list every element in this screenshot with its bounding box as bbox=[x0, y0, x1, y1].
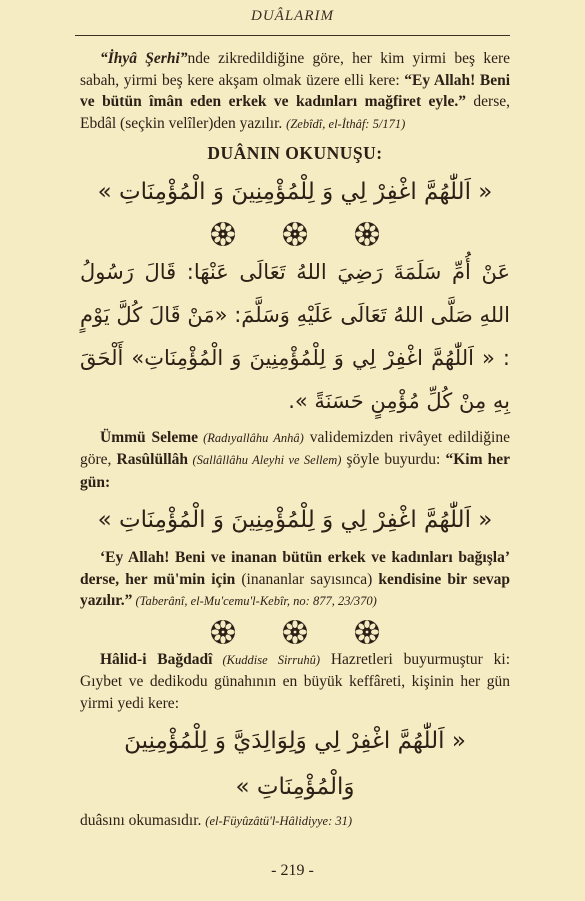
paragraph-closing bbox=[80, 810, 510, 833]
narrator-name: Ümmü Seleme bbox=[100, 428, 198, 446]
citation: (Taberânî, el-Mu'cemu'l-Kebîr, no: 877, 23/370) bbox=[132, 594, 377, 608]
book-title: “İhyâ Şerhi” bbox=[100, 50, 188, 67]
paragraph-ihya bbox=[80, 48, 510, 135]
ornament-row-2 bbox=[80, 619, 510, 645]
arabic-prayer-1: « اَللّٰهُمَّ اغْفِرْ لِي وَ لِلْمُؤْمِنِينَ وَ الْمُؤْمِنَاتِ » bbox=[97, 178, 493, 205]
arabic-prayer-2: « اَللّٰهُمَّ اغْفِرْ لِي وَ لِلْمُؤْمِنِينَ وَ الْمُؤْمِنَاتِ » bbox=[97, 507, 493, 533]
honorific: (Sallâllâhu Aleyhi ve Sellem) bbox=[188, 453, 342, 467]
text-span: (inananlar sayısınca) bbox=[235, 570, 379, 588]
paragraph-translation bbox=[80, 547, 510, 613]
paragraph-halid bbox=[80, 649, 510, 715]
translation-quote: ‘Ey Allah! Beni ve inanan bütün erkek ve kadınları bağışla’ derse, her mü'min için bbox=[80, 549, 510, 588]
person-name: Hâlid-i Bağdadî bbox=[100, 650, 213, 668]
rosette-ornament-icon bbox=[282, 221, 308, 247]
text-span: Hazretleri buyurmuştur ki: Gıybet ve dedikodu günahının en büyük keffâreti, kişinin her gün yirmi yedi kere: bbox=[80, 650, 510, 712]
prophet-name: Rasûlüllâh bbox=[116, 451, 189, 468]
citation: (el-Füyûzâtü'l-Hâlidiyye: 31) bbox=[205, 814, 353, 828]
honorific: (Kuddise Sirruhû) bbox=[212, 652, 321, 667]
citation: (Zebîdî, el-İthâf: 5/171) bbox=[286, 116, 406, 131]
rosette-ornament-icon bbox=[210, 619, 236, 645]
rosette-ornament-icon bbox=[354, 619, 380, 645]
text-span: şöyle buyurdu: bbox=[341, 451, 446, 468]
text-span: derse, Ebdâl (seçkin velîler)den yazılır. bbox=[80, 93, 510, 132]
page-number: - 219 - bbox=[271, 862, 314, 879]
quote-start: “Kim her gün: bbox=[80, 451, 510, 491]
prayer-quote: “Ey Allah! Beni ve bütün îmân eden erkek ve kadınları mağfiret eyle.” bbox=[80, 71, 510, 110]
section-heading: DUÂNIN OKUNUŞU: bbox=[207, 143, 383, 163]
header-divider bbox=[75, 35, 510, 36]
paragraph-ummu-seleme bbox=[80, 427, 510, 494]
text-span: validemizden rivâyet edildiğine göre, bbox=[80, 428, 510, 468]
page-body bbox=[80, 48, 510, 833]
arabic-prayer-3: « اَللّٰهُمَّ اغْفِرْ لِي وَلِوَالِدَيَّ وَ لِلْمُؤْمِنِينَ وَالْمُؤْمِنَاتِ » bbox=[124, 728, 466, 800]
ornament-row-1 bbox=[80, 221, 510, 247]
translation-end: kendisine bir sevap yazılır.” bbox=[80, 570, 510, 609]
honorific: (Radıyallâhu Anhâ) bbox=[198, 430, 304, 445]
rosette-ornament-icon bbox=[282, 619, 308, 645]
rosette-ornament-icon bbox=[354, 221, 380, 247]
text-span: duâsını okumasıdır. bbox=[80, 812, 206, 829]
arabic-hadith: عَنْ أُمِّ سَلَمَةَ رَضِيَ اللهُ تَعَالَى عَنْهَا: قَالَ رَسُولُ اللهِ صَلَّى اللهُ تَعَالَى عَلَيْهِ وَسَلَّمَ: «مَنْ قَالَ كُلَّ يَوْمٍ : « اَللّٰهُمَّ اغْفِرْ لِي وَ لِلْمُؤْمِنِينَ وَ الْمُؤْمِنَاتِ» أَلْحَقَ بِهِ مِنْ كُلِّ مُؤْمِنٍ حَسَنَةً ». bbox=[80, 259, 510, 413]
running-header: DUÂLARIM bbox=[251, 8, 334, 24]
rosette-ornament-icon bbox=[210, 221, 236, 247]
text-span: nde zikredildiğine göre, her kim yirmi beş kere sabah, yirmi beş kere akşam olmak üzere elli kere: bbox=[80, 50, 510, 89]
